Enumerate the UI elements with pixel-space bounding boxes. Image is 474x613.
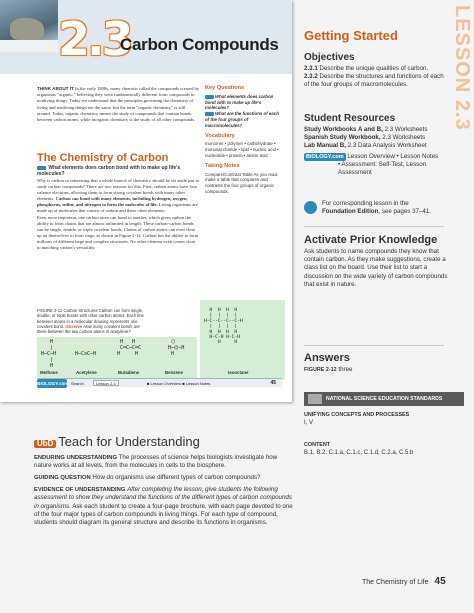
answers: Answers FIGURE 2-12 three: [304, 352, 444, 374]
student-page: [0, 0, 292, 402]
activate-prior-knowledge: [304, 234, 456, 289]
key-question-icon: [37, 166, 46, 170]
molecule-label-methane: Methane: [40, 370, 58, 375]
biology-com-badge[interactable]: BIOLOGY.com: [306, 153, 344, 160]
taking-notes-text: Compare/Contrast Table As you read, make a table that compares and contrasts the four groups of organic compounds.: [205, 171, 279, 194]
answer-figure-2-12: three: [338, 366, 353, 373]
page-number: 45: [434, 576, 446, 587]
lesson-header: [0, 0, 292, 74]
content-standards: CONTENT B.1, B.2, C.1.a, C.1.c, C.1.d, C.2.a, C.5.b: [304, 442, 414, 456]
section-heading: The Chemistry of Carbon: [37, 152, 169, 164]
acetylene-structure: H─C≡C─H: [75, 351, 97, 357]
foundation-edition-icon: [304, 201, 317, 214]
page-footer: [362, 576, 446, 587]
objective-2: Describe the structures and functions of each of the four groups of macromolecules.: [304, 73, 444, 89]
objectives: Objectives 2.3.1 Describe the unique qualities of carbon. 2.3.2 Describe the structures and functions of each of the four groups of macromolecules.: [304, 52, 444, 89]
akh-text: Ask students to name compounds they know that contain carbon. As they make suggestions, create a class list on the board. Use their list to start a discussion on the wide variety of carbon compounds that exist in nature.: [304, 248, 448, 288]
think-about-it-text: In the early 1800s, many chemists called the compounds created by organisms "organic," believing they were fundamentally different from compounds in nonliving things. Today we understand that the principles governing the chemistry of living and nonliving things are the same, but the term "organic chemistry" is still around. Today, organic chemistry means the study of compounds that contain bonds between carbon atoms, while inorganic chemistry is the study of all other compounds.: [37, 86, 200, 123]
footer-links[interactable]: ■ Lesson Overview ■ Lesson Notes: [147, 381, 211, 386]
foundation-edition-note: For corresponding lesson in the Foundation Edition, see pages 37–41.: [304, 200, 454, 216]
footer-text: The Chemistry of Life: [362, 579, 429, 586]
benzene-structure: ⬡ H─⌬─H H: [168, 339, 185, 357]
molecule-label-butadiene: Butadiene: [118, 370, 140, 375]
polar-bear-photo: [0, 0, 58, 50]
key-concept: Carbon can bond with many elements, including hydrogen, oxygen, phosphorus, sulfur, and nitrogen to form the molecules of life.: [37, 196, 188, 208]
isooctane-panel: [200, 300, 285, 380]
molecule-label-isooctane: Isooctane: [228, 370, 249, 375]
butadiene-structure: H H C═C─C═C H H: [117, 339, 142, 357]
objectives-title: Objectives: [304, 52, 355, 63]
lesson-title: Carbon Compounds: [120, 35, 279, 54]
teach-title: Teach for Understanding: [58, 434, 200, 449]
getting-started-heading: Getting Started: [304, 28, 398, 43]
think-about-it: [37, 86, 200, 123]
resources-title: Student Resources: [304, 113, 396, 124]
nses-icon: [308, 394, 322, 404]
sidebar: Key Questions What elements does carbon bond with to make up life's molecules? What are the functions of each of the four groups of macromolecules? Vocabulary monomer • polymer • carbohydrate • monosaccharide • lipid • nucleic acid • nucleotide • protein • amino acid Taking Notes Compare/Contrast Table As you read, make a table that compares and contrasts the four groups of organic compounds.: [205, 86, 281, 200]
student-resources: Student Resources Study Workbooks A and B, 2.3 Worksheets Spanish Study Workbook, 2.3 Worksheets Lab Manual B, 2.3 Data Analysis Worksheet BIOLOGY.com Lesson Overview • Lesson Notes • Assessment: Self-Test, Lesson Assessment: [304, 113, 454, 177]
lesson-search-box[interactable]: Lesson 2.3: [93, 380, 119, 386]
student-page-number: 45: [270, 380, 276, 386]
key-question: What elements does carbon bond with to make up life's molecules?: [37, 165, 181, 177]
objective-1: Describe the unique qualities of carbon.: [319, 65, 429, 72]
teach-for-understanding: [34, 434, 296, 527]
methane-structure: H | H─C─H | H: [41, 339, 57, 369]
guiding-question: GUIDING QUESTION How do organisms use different types of carbon compounds?: [34, 474, 261, 482]
enduring-understanding: ENDURING UNDERSTANDING The processes of science helps biologists investigate how nature works at all levels, from the molecules in cells to the biosphere.: [34, 454, 278, 470]
lesson-tab: LESSON 2.3: [451, 5, 473, 131]
molecule-label-benzene: Benzene: [165, 370, 184, 375]
body-text: Why is carbon so interesting that a whole branch of chemistry should be set aside just to study carbon compounds? There are two reasons for this. First, carbon atoms have four valence electrons, allowing them to form strong covalent bonds with many other elements. Carbon can bond with many elements, including hydrogen, oxygen, phosphorus, sulfur, and nitrogen to form the molecules of life. Living organisms are made up of molecules that consist of carbon and these other elements. Even more important, one carbon atom can bond to another, which gives carbon the ability to form chains that are almost unlimited in length. These carbon-carbon bonds can be single, double, or triple covalent bonds. Chains of carbon atoms can even close up on themselves to form rings, as shown in Figure 2-12. Carbon has the ability to form millions of different large and complex structures. No other element even comes close to matching carbon's versatility.: [37, 178, 200, 251]
key-question-icon: [205, 95, 214, 99]
molecule-label-acetylene: Acetylene: [76, 370, 97, 375]
student-page-footer: [37, 378, 282, 387]
vocabulary-list: monomer • polymer • carbohydrate • monosaccharide • lipid • nucleic acid • nucleotide • protein • amino acid: [205, 141, 279, 158]
akh-title: Activate Prior Knowledge: [304, 234, 438, 246]
lesson-number: 2.3: [58, 12, 131, 66]
ubd-badge: UbD: [34, 440, 56, 448]
divider: [304, 226, 444, 227]
online-resources[interactable]: Lesson Overview • Lesson Notes: [347, 152, 439, 160]
search-label[interactable]: Search: [71, 381, 84, 386]
unifying-concepts: UNIFYING CONCEPTS AND PROCESSES I, V: [304, 412, 410, 426]
key-questions-title: Key Questions: [205, 85, 245, 91]
divider: [304, 345, 444, 346]
isooctane-structure: H H H H | | | | H-C--C--C--C-H | | | | H H H H H-C-H H-C-H H H: [204, 308, 243, 346]
think-about-it-label: THINK ABOUT IT: [37, 86, 74, 91]
figure-caption: FIGURE 2-12 Carbon Structures Carbon can form single, double, or triple bonds with other carbon atoms. Each line between atoms in a molecular drawing represents one covalent bond. Observe How many covalent bonds are there between the two carbon atoms in acetylene?: [37, 308, 144, 335]
vocabulary-title: Vocabulary: [205, 132, 235, 139]
evidence-of-understanding: EVIDENCE OF UNDERSTANDING After completing the lesson, give students the following assessment to show they understand the functions of the different types of carbon compounds in organisms. Ask each student to create a four-page brochure, with each page devoted to one of the four major types of carbon compounds in living things. For each type of compound, students should diagram its general structure and describe its functions in organisms.: [34, 486, 293, 526]
nses-banner: NATIONAL SCIENCE EDUCATION STANDARDS: [304, 392, 464, 406]
biology-com-badge[interactable]: BIOLOGY.com: [37, 381, 69, 386]
key-question-icon: [205, 112, 214, 116]
answers-title: Answers: [304, 352, 350, 364]
taking-notes-title: Taking Notes: [205, 162, 240, 169]
